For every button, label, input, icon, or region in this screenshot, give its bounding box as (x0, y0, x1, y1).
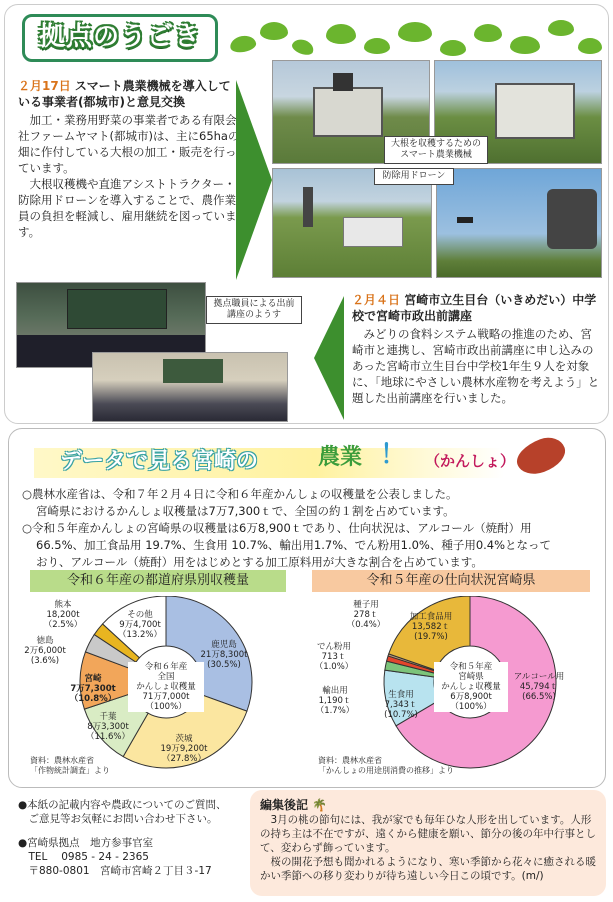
data-section-title: データで見る宮崎の (60, 449, 259, 474)
article-1-para-1: 加工・業務用野菜の事業者である有限会社ファームヤマト(都城市)は、主に65haの畑に作付している大根の加工・販売を行っています。 (18, 113, 240, 175)
label-kagoshima: 鹿児島 21万8,300t (30.5%) (200, 640, 248, 670)
data-para-1-line-1: ○農林水産省は、令和７年２月４日に令和６年産かんしょの収穫量を公表しました。 (22, 487, 458, 501)
data-section-title-green: 農業 (318, 445, 363, 470)
contact-line-2: ご意見等お気軽にお問い合わせ下さい。 (18, 813, 218, 825)
contact-line-3: ●宮崎県拠点 地方参事官室 (18, 837, 154, 849)
contact-line-5: 〒880-0801 宮崎市宮崎２丁目３-17 (18, 865, 212, 877)
page-title: 拠点のうごき (22, 14, 218, 62)
data-para-2-line-2: 66.5%、加工食品用 19.7%、生食用 10.7%、輸出用1.7%、でん粉用1.0%、種子用0.4%となって (36, 538, 552, 552)
article-1-date: ２月17日 (18, 79, 71, 93)
editor-notes-title: 編集後記 🌴 (260, 798, 328, 812)
label-kumamoto: 熊本 18,200t （2.5%） (43, 600, 83, 630)
source-left: 資料：農林水産省 「作物統計調査」より (30, 756, 110, 775)
drone-caption: 防除用ドローン (374, 168, 454, 185)
leaf-decoration (230, 14, 610, 64)
article-2-heading (352, 292, 602, 324)
label-starch: でん粉用 713ｔ （1.0%） (314, 642, 354, 672)
label-others: その他 9万4,700t （13.2%） (117, 610, 162, 640)
classroom-caption: 拠点職員による出前講座のようす (206, 296, 302, 324)
chart-right-heading: 令和５年産の仕向状況宮崎県 (312, 570, 590, 592)
label-export: 輸出用 1,190ｔ （1.7%） (315, 686, 355, 716)
label-alcohol: アルコール用 45,794ｔ (66.5%) (513, 672, 565, 702)
source-right: 資料：農林水産省 「かんしょの用途別消費の推移」より (318, 756, 454, 775)
article-2-title: 宮崎市立生目台（いきめだい）中学校で宮崎市政出前講座 (352, 293, 597, 323)
chart-left-heading: 令和６年産の都道府県別収穫量 (30, 570, 286, 592)
editor-notes-para-2: 桜の開花予想も聞かれるようになり、寒い季節から花々に癒される暖かい季節への移り変わりが待ち遠しい今日この頃です。(m/) (260, 856, 596, 882)
arrow-right-1 (236, 80, 272, 280)
editor-notes-para-1: 3月の桃の節句には、我が家でも毎年ひな人形を出しています。人形の持ち主は不在ですが、遠くから健康を願い、節分の後の年中行事として、変わらず飾っています。 (260, 814, 596, 854)
editor-notes (250, 790, 606, 896)
label-processed: 加工食品用 13,582ｔ (19.7%) (409, 612, 453, 642)
data-para-1-line-2: 宮崎県におけるかんしょ収穫量は7万7,300ｔで、全国の約１割を占めています。 (36, 504, 455, 518)
palm-tree-icon: 🌴 (312, 798, 328, 812)
article-1-para-2: 大根収穫機や直進アシストトラクター・防除用ドローンを導入することで、農作業員の負担を軽減し、雇用継続を図っています。 (18, 177, 237, 239)
article-2 (352, 292, 602, 406)
arrow-left-1 (314, 296, 344, 420)
label-seed: 種子用 278ｔ （0.4%） (346, 600, 386, 630)
data-section-title-excl: ！ (380, 440, 407, 470)
drone-photo-2 (436, 168, 602, 278)
article-2-para: みどりの食料システム戦略の推進のため、宮崎市と連携し、宮崎市政出前講座に申し込みのあった宮崎市立生目台中学校1年生９人を対象に、「地球にやさしい農林水産物を考えよう」と題した出前講座を行いました。 (352, 327, 600, 405)
center-left: 令和６年産 全国 かんしょ収穫量 71万7,000t （100%） (128, 662, 204, 712)
harvester-caption: 大根を収穫するためのスマート農業機械 (384, 136, 488, 164)
label-miyazaki: 宮崎 7万7,300t （10.8%） (69, 674, 117, 704)
data-para-2-line-1: ○令和５年産かんしょの宮崎県の収穫量は6万8,900ｔであり、仕向状況は、アルコール（焼酎）用 (22, 521, 532, 535)
contact-line-1: ●本紙の記載内容や農政についてのご質問、 (18, 799, 227, 811)
contact-info (18, 798, 258, 878)
article-2-date: ２月４日 (352, 293, 401, 307)
label-ibaraki: 茨城 19万9,200t （27.8%） (160, 734, 208, 764)
label-chiba: 千葉 8万3,300t （11.6%） (85, 712, 130, 742)
data-section-subtitle: （かんしょ） (425, 452, 516, 470)
article-1 (18, 78, 240, 240)
data-para-2-line-3: おり、アルコール（焼酎）用をはじめとする加工原料用が大きな割合を占めています。 (36, 555, 483, 569)
article-1-title: スマート農業機械を導入している事業者(都城市)と意見交換 (18, 79, 231, 109)
data-paragraphs (22, 486, 602, 571)
contact-line-4: TEL 0985 - 24 - 2365 (18, 851, 149, 863)
classroom-photo-2 (92, 352, 288, 422)
label-tokushima: 徳島 2万6,000t (3.6%) (24, 636, 66, 666)
article-1-heading (18, 78, 240, 110)
label-fresh: 生食用 7,343ｔ (10.7%) (384, 690, 418, 720)
center-right: 令和５年産 宮崎県 かんしょ収穫量 6万8,900t （100%） (434, 662, 508, 712)
